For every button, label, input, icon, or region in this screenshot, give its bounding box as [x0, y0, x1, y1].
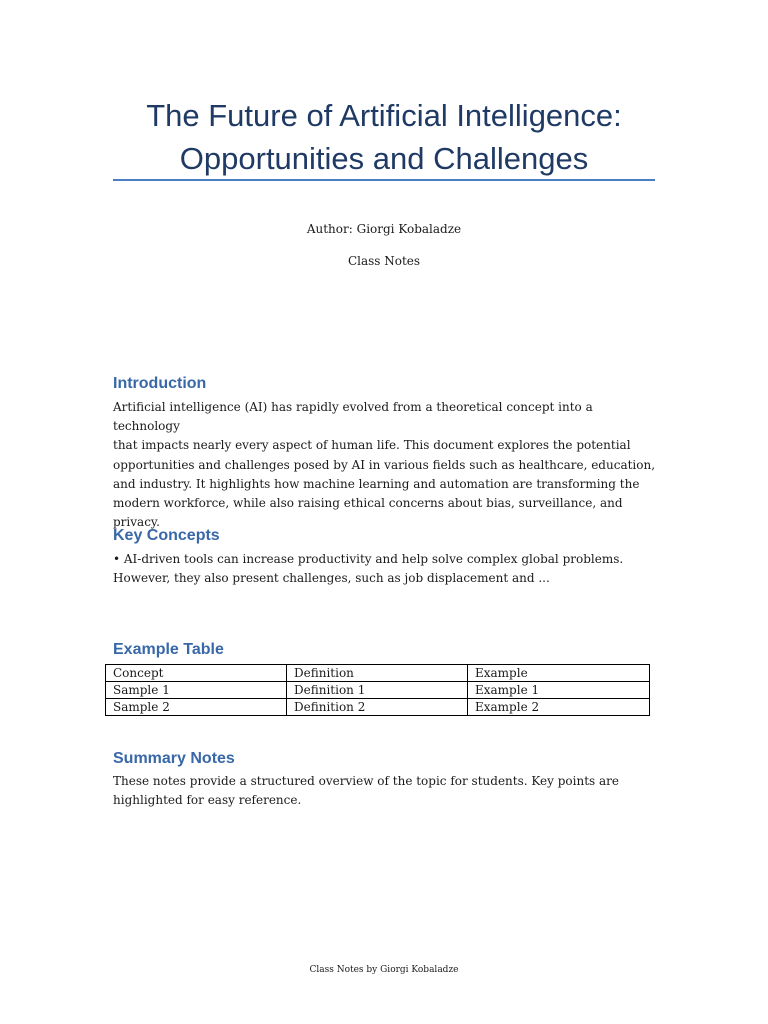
table-cell: Example 1: [468, 682, 650, 699]
table-header-row: [106, 665, 650, 682]
title-line-1: The Future of Artificial Intelligence:: [146, 98, 622, 133]
title-line-2: Opportunities and Challenges: [179, 141, 589, 176]
table-cell: Sample 2: [106, 699, 287, 716]
introduction-line: opportunities and challenges posed by AI in various fields such as healthcare, education,: [113, 457, 656, 472]
table-row: [106, 699, 650, 716]
summary-notes-heading: Summary Notes: [113, 750, 235, 767]
page-footer: Class Notes by Giorgi Kobaladze: [309, 965, 459, 975]
introduction-heading: Introduction: [113, 375, 207, 392]
key-concepts-heading: Key Concepts: [113, 527, 220, 544]
table-cell: Example 2: [468, 699, 650, 716]
document-title: [113, 94, 655, 180]
introduction-paragraph: [113, 398, 658, 532]
summary-notes-line: These notes provide a structured overview of the topic for students. Key points are: [113, 774, 619, 788]
example-table: [105, 664, 650, 716]
table-cell: Definition 1: [287, 682, 468, 699]
table-header-cell: Concept: [106, 665, 287, 682]
introduction-line: modern workforce, while also raising ethical concerns about bias, surveillance, and privacy.: [113, 496, 623, 530]
key-concepts-line: • AI-driven tools can increase productivity and help solve complex global problems.: [113, 552, 624, 566]
key-concepts-paragraph: [113, 550, 658, 588]
author-line: Author: Giorgi Kobaladze: [306, 222, 462, 236]
table-cell: Sample 1: [106, 682, 287, 699]
table-cell: Definition 2: [287, 699, 468, 716]
introduction-line: Artificial intelligence (AI) has rapidly evolved from a theoretical concept into a technology: [113, 400, 593, 434]
summary-notes-line: highlighted for easy reference.: [113, 793, 302, 808]
subtitle-line: Class Notes: [347, 254, 421, 268]
title-divider: [113, 179, 655, 181]
table-header-cell: Example: [468, 665, 650, 682]
table-header-cell: Definition: [287, 665, 468, 682]
example-table-heading: Example Table: [113, 641, 224, 658]
summary-notes-paragraph: [113, 772, 658, 810]
table-row: [106, 682, 650, 699]
key-concepts-line: However, they also present challenges, such as job displacement and ...: [113, 571, 550, 586]
introduction-line: and industry. It highlights how machine learning and automation are transforming the: [113, 476, 640, 491]
introduction-line: that impacts nearly every aspect of human life. This document explores the potential: [113, 438, 631, 453]
